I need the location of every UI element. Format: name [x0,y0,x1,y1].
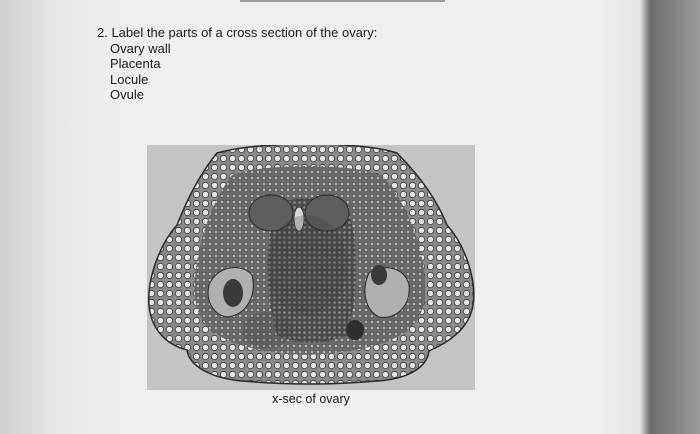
question-title: 2. Label the parts of a cross section of the ovary: [97,25,378,40]
term-item: Ovule [110,87,144,102]
question-block [97,25,377,103]
ovule-shape [223,279,243,307]
ovule-shape [346,320,364,340]
term-item: Placenta [110,56,161,71]
ovule-shape [371,265,387,285]
term-list [97,41,377,103]
figure-caption: x-sec of ovary [272,392,350,406]
term-item: Locule [110,71,149,87]
top-border-line [240,0,445,2]
ovary-cross-section-image [147,145,475,390]
term-item: Ovary wall [110,40,171,56]
